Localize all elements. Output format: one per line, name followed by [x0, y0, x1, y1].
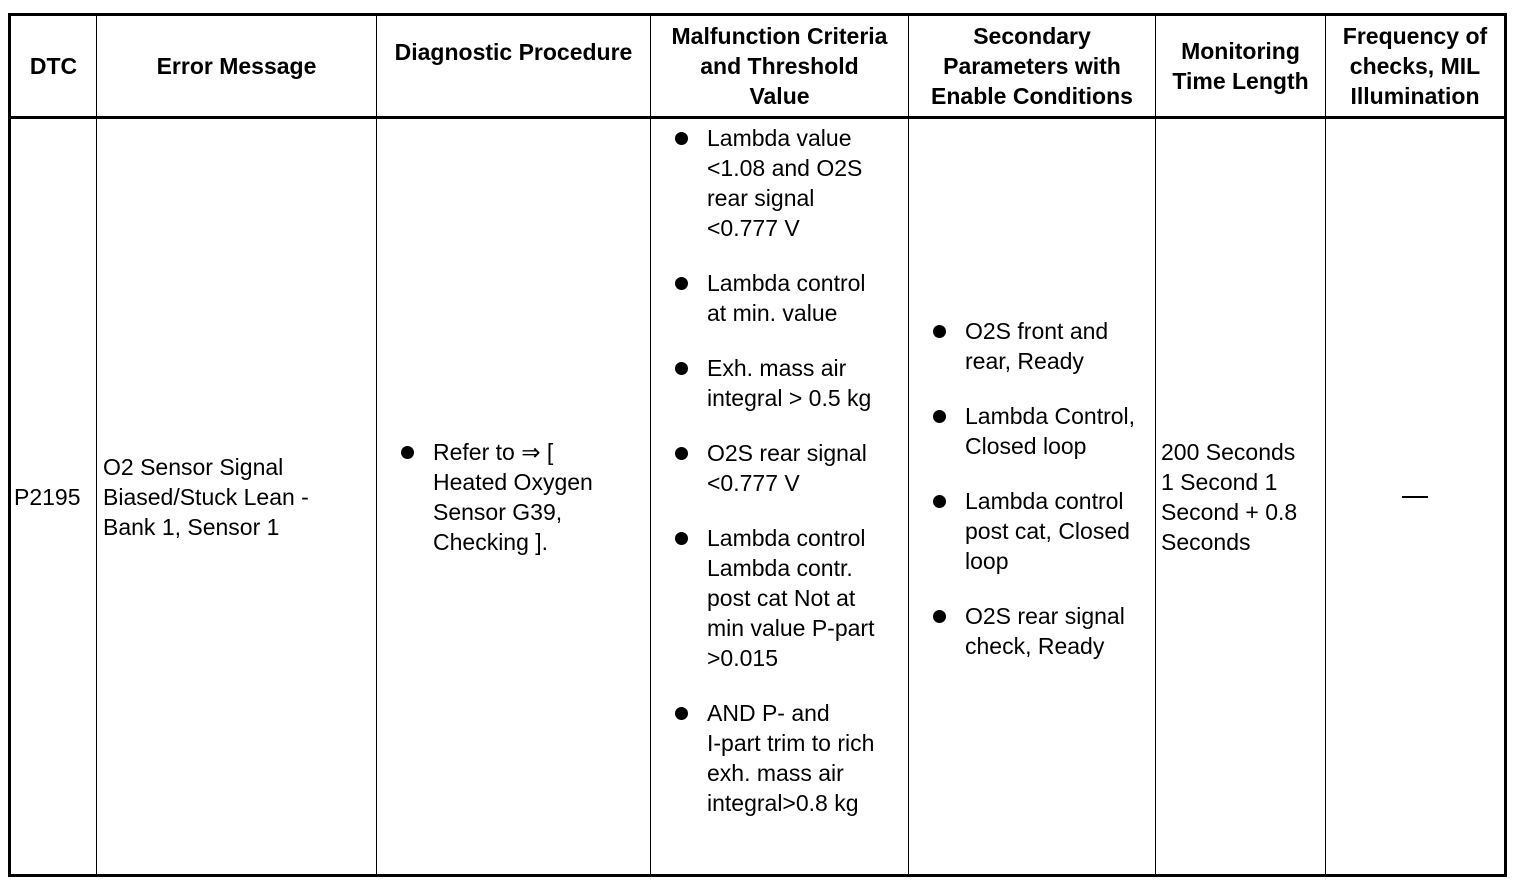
list-item-line: Lambda control [965, 488, 1124, 514]
list-item [675, 268, 908, 328]
list-item [675, 353, 908, 413]
list-item [933, 401, 1135, 461]
monitoring-time-line: Second + 0.8 [1161, 498, 1298, 525]
list-item-line: rear, Ready [965, 348, 1084, 374]
list-item-line: >0.015 [707, 645, 778, 671]
procedure-list [401, 437, 593, 557]
list-item-line: Lambda control [707, 525, 866, 551]
list-item-line: Refer to ⇒ [ [433, 438, 554, 465]
bullet-icon [675, 707, 688, 720]
list-item-line: check, Ready [965, 633, 1105, 659]
list-item-line: exh. mass air [707, 760, 844, 786]
header-diagnostic-procedure [377, 16, 650, 116]
list-item-line: post cat, Closed [965, 518, 1130, 544]
list-item [675, 123, 908, 243]
header-line: Secondary [973, 23, 1091, 49]
list-item-line: Lambda value [707, 125, 852, 151]
list-item-line: <0.777 V [707, 470, 800, 496]
header-line: checks, MIL [1349, 53, 1481, 79]
list-item-line: O2S front and [965, 318, 1109, 344]
dtc-code: P2195 [14, 483, 81, 510]
header-line: Illumination [1350, 83, 1480, 109]
list-item-line: Lambda contr. [707, 555, 853, 581]
header-frequency [1326, 16, 1504, 116]
bullet-icon [933, 325, 946, 338]
header-monitoring-time [1156, 16, 1325, 116]
cell-secondary-parameters [909, 119, 1155, 874]
list-item [675, 438, 908, 498]
monitoring-time-line: 200 Seconds [1161, 438, 1296, 465]
list-item-line: Heated Oxygen [433, 468, 593, 495]
monitoring-time [1161, 437, 1297, 557]
cell-malfunction-criteria [651, 119, 908, 874]
cell-monitoring-time [1156, 119, 1325, 874]
header-line: Parameters with [943, 53, 1121, 79]
list-item [675, 698, 908, 818]
bullet-icon [933, 410, 946, 423]
em-dash-icon [1402, 496, 1428, 498]
list-item-line: Sensor G39, [433, 498, 563, 525]
header-error-message-text: Error Message [156, 53, 317, 79]
bullet-icon [675, 132, 688, 145]
error-message-line: O2 Sensor Signal [103, 453, 284, 480]
header-dtc-text: DTC [29, 53, 78, 79]
cell-dtc [11, 119, 96, 874]
list-item-line: O2S rear signal [707, 440, 867, 466]
list-item-line: rear signal [707, 185, 815, 211]
list-item [401, 437, 593, 557]
cell-error-message [97, 119, 376, 874]
header-secondary-parameters [909, 16, 1155, 116]
header-line: and Threshold [700, 53, 859, 79]
list-item-line: loop [965, 548, 1009, 574]
header-line: Monitoring [1181, 38, 1300, 64]
header-malfunction-criteria [651, 16, 908, 116]
header-error-message [97, 16, 376, 116]
monitoring-time-line: Seconds [1161, 528, 1251, 555]
header-diagnostic-procedure-text: Diagnostic Procedure [394, 39, 633, 65]
list-item [933, 486, 1135, 576]
monitoring-time-line: 1 Second 1 [1161, 468, 1278, 495]
header-line: Enable Conditions [931, 83, 1133, 109]
bullet-icon [675, 447, 688, 460]
list-item-line: Closed loop [965, 433, 1087, 459]
list-item-line: post cat Not at [707, 585, 856, 611]
error-message [103, 452, 309, 542]
list-item-line: Lambda Control, [965, 403, 1136, 429]
list-item-line: Exh. mass air [707, 355, 847, 381]
header-dtc [11, 16, 96, 116]
list-item [675, 523, 908, 673]
secondary-parameters-list [933, 316, 1135, 661]
header-line: Frequency of [1342, 23, 1488, 49]
bullet-icon [933, 610, 946, 623]
cell-diagnostic-procedure [377, 119, 650, 874]
list-item-line: I-part trim to rich [707, 730, 875, 756]
list-item-line: at min. value [707, 300, 838, 326]
list-item [933, 601, 1135, 661]
error-message-line: Biased/Stuck Lean - [103, 483, 309, 510]
list-item-line: <1.08 and O2S [707, 155, 863, 181]
error-message-line: Bank 1, Sensor 1 [103, 513, 280, 540]
header-line: Malfunction Criteria [671, 23, 888, 49]
cell-frequency [1326, 119, 1504, 874]
bullet-icon [675, 277, 688, 290]
criteria-list [675, 123, 908, 818]
bullet-icon [675, 362, 688, 375]
list-item-line: Checking ]. [433, 528, 549, 555]
list-item-line: Lambda control [707, 270, 866, 296]
list-item-line: O2S rear signal [965, 603, 1125, 629]
header-line: Time Length [1172, 68, 1309, 94]
bullet-icon [675, 532, 688, 545]
list-item-line: min value P-part [707, 615, 875, 641]
header-line: Value [749, 83, 810, 109]
list-item [933, 316, 1135, 376]
bullet-icon [933, 495, 946, 508]
list-item-line: AND P- and [707, 700, 830, 726]
list-item-line: integral > 0.5 kg [707, 385, 872, 411]
diagnostic-table [8, 13, 1507, 877]
list-item-line: integral>0.8 kg [707, 790, 859, 816]
list-item-line: <0.777 V [707, 215, 800, 241]
bullet-icon [401, 446, 414, 459]
